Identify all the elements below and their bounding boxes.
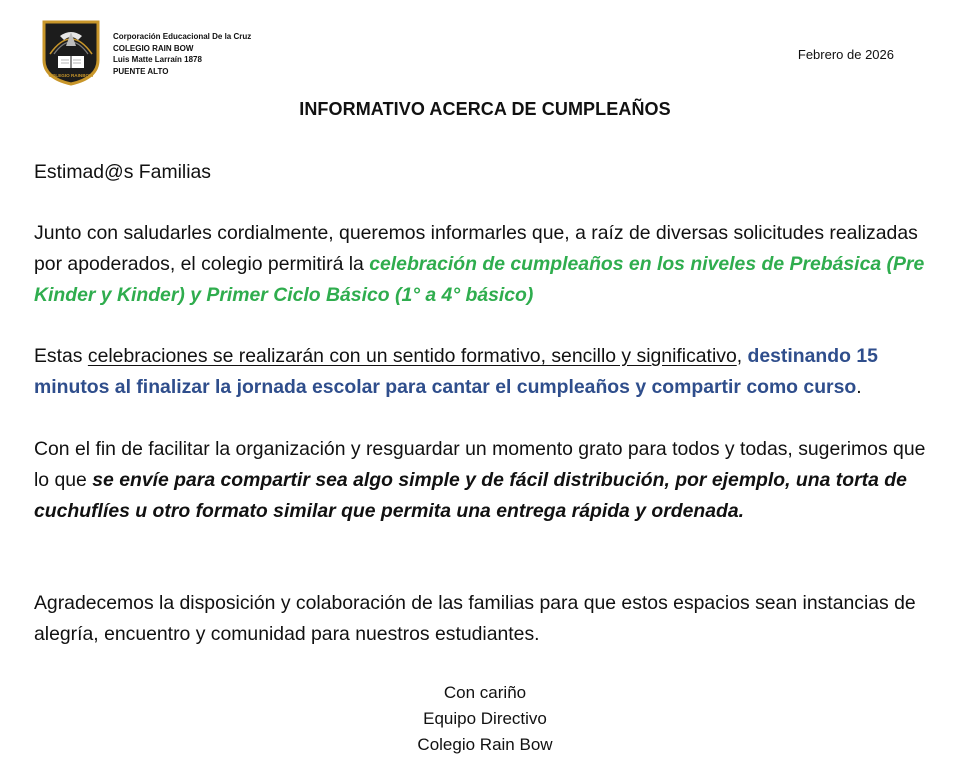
paragraph-1-highlight: celebración de cumpleaños en los niveles de Prebásica (Pre Kinder y Kinder) y Primer Ciclo Básico (1° a 4° básico) <box>34 253 925 306</box>
paragraph-2-underlined: celebraciones se realizarán con un sentido formativo, sencillo y significativo <box>87 345 737 367</box>
signature-block <box>0 680 970 758</box>
school-address: Luis Matte Larraín 1878 <box>113 55 202 64</box>
paragraph-4: Agradecemos la disposición y colaboración de las familias para que estos espacios sean instancias de alegría, encuentro y comunidad para nuestros estudiantes. <box>34 592 916 645</box>
paragraph-3 <box>34 434 939 527</box>
school-info <box>113 31 251 77</box>
paragraph-2 <box>34 341 939 403</box>
paragraph-3-emphasis: se envíe para compartir sea algo simple y de fácil distribución, por ejemplo, una torta de cuchuflíes u otro formato similar que permita una entrega rápida y ordenada. <box>34 469 907 522</box>
greeting: Estimad@s Familias <box>34 161 211 183</box>
paragraph-2-text-a: Estas <box>34 345 88 367</box>
school-crest-icon <box>42 20 100 86</box>
document-title: INFORMATIVO ACERCA DE CUMPLEAÑOS <box>299 99 671 119</box>
document-date: Febrero de 2026 <box>797 47 894 62</box>
signature-line-2: Equipo Directivo <box>423 709 547 728</box>
org-name: Corporación Educacional De la Cruz <box>113 32 252 41</box>
paragraph-1 <box>34 218 939 311</box>
signature-line-3: Colegio Rain Bow <box>417 735 553 754</box>
paragraph-1-text: Junto con saludarles cordialmente, queremos informarles que, a raíz de diversas solicitudes realizadas por apoderados, el colegio permitirá la <box>34 222 918 275</box>
paragraph-2-highlight: destinando 15 minutos al finalizar la jornada escolar para cantar el cumpleaños y compartir como curso <box>34 345 878 398</box>
crest-caption: COLEGIO RAINBOW <box>48 73 94 78</box>
school-name: COLEGIO RAIN BOW <box>113 43 194 53</box>
school-city: PUENTE ALTO <box>113 66 169 76</box>
paragraph-2-text-c: . <box>856 376 862 398</box>
paragraph-2-text-b: , <box>736 345 748 367</box>
signature-line-1: Con cariño <box>443 683 527 702</box>
paragraph-3-text: Con el fin de facilitar la organización y resguardar un momento grato para todos y todas, sugerimos que lo que <box>34 438 926 491</box>
